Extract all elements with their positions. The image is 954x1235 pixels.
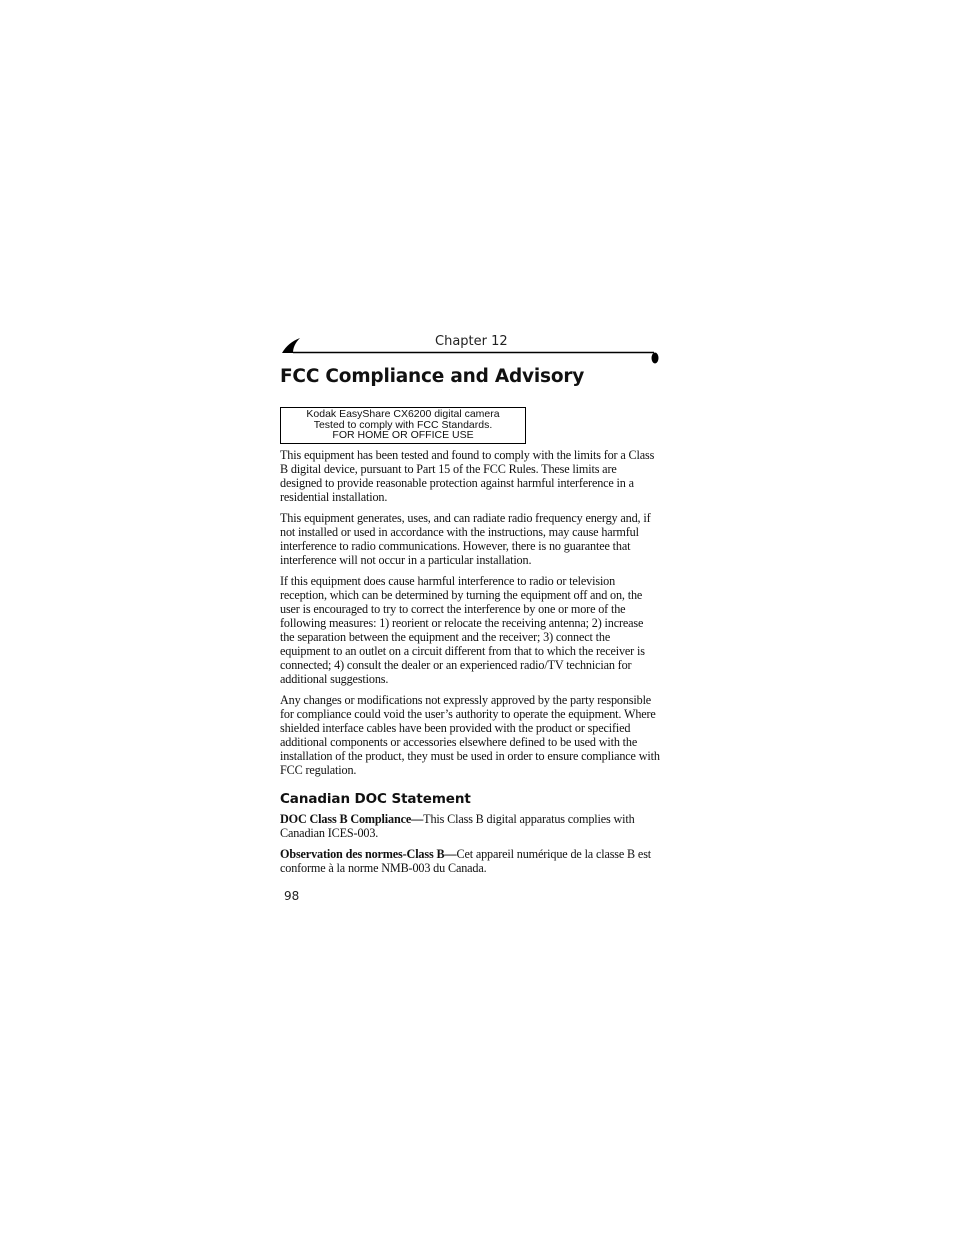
- page-number: 98: [284, 888, 300, 903]
- page-title: FCC Compliance and Advisory: [280, 366, 585, 387]
- chapter-label: Chapter 12: [435, 334, 508, 349]
- observation-label: Observation des normes-Class B—: [280, 846, 457, 861]
- doc-compliance-paragraph: [280, 812, 660, 840]
- chapter-header: [280, 330, 660, 360]
- fcc-label-box: [280, 407, 526, 444]
- observation-paragraph: [280, 847, 660, 875]
- fcc-box-line-2: Tested to comply with FCC Standards.: [313, 418, 493, 431]
- section-heading-canadian: Canadian DOC Statement: [280, 790, 471, 807]
- doc-compliance-label: DOC Class B Compliance—: [280, 811, 424, 826]
- body-paragraph-1: This equipment has been tested and found to comply with the limits for a Class B digital device, pursuant to Part 15 of the FCC Rules. These limits are designed to provide reasonable protection against harmful interference in a residential installation.: [280, 447, 655, 504]
- doc-compliance-text: This Class B digital apparatus complies with Canadian ICES-003.: [280, 811, 635, 840]
- document-page: [280, 330, 660, 903]
- body-paragraph-4: Any changes or modifications not expressly approved by the party responsible for compliance could void the user’s authority to operate the equipment. Where shielded interface cables have been provided with the product or specified additional components or accessories elsewhere defined to be used with the installation of the product, they must be used in order to ensure compliance with FCC regulation.: [280, 692, 660, 777]
- body-paragraph-2: This equipment generates, uses, and can radiate radio frequency energy and, if not installed or used in accordance with the instructions, may cause harmful interference to radio communications. However, there is no guarantee that interference will not occur in a particular installation.: [280, 510, 651, 567]
- body-paragraph-3: If this equipment does cause harmful interference to radio or television reception, which can be determined by turning the equipment off and on, the user is encouraged to try to correct the interference by one or more of the following measures: 1) reorient or relocate the receiving antenna; 2) increase the separation between the equipment and the receiver; 3) connect the equipment to an outlet on a circuit different from that to which the receiver is connected; 4) consult the dealer or an experienced radio/TV technician for additional suggestions.: [280, 573, 645, 686]
- observation-text: Cet appareil numérique de la classe B est conforme à la norme NMB-003 du Canada.: [280, 846, 652, 875]
- fcc-box-line-3: FOR HOME OR OFFICE USE: [332, 429, 474, 441]
- fcc-box-line-1: Kodak EasyShare CX6200 digital camera: [306, 408, 500, 420]
